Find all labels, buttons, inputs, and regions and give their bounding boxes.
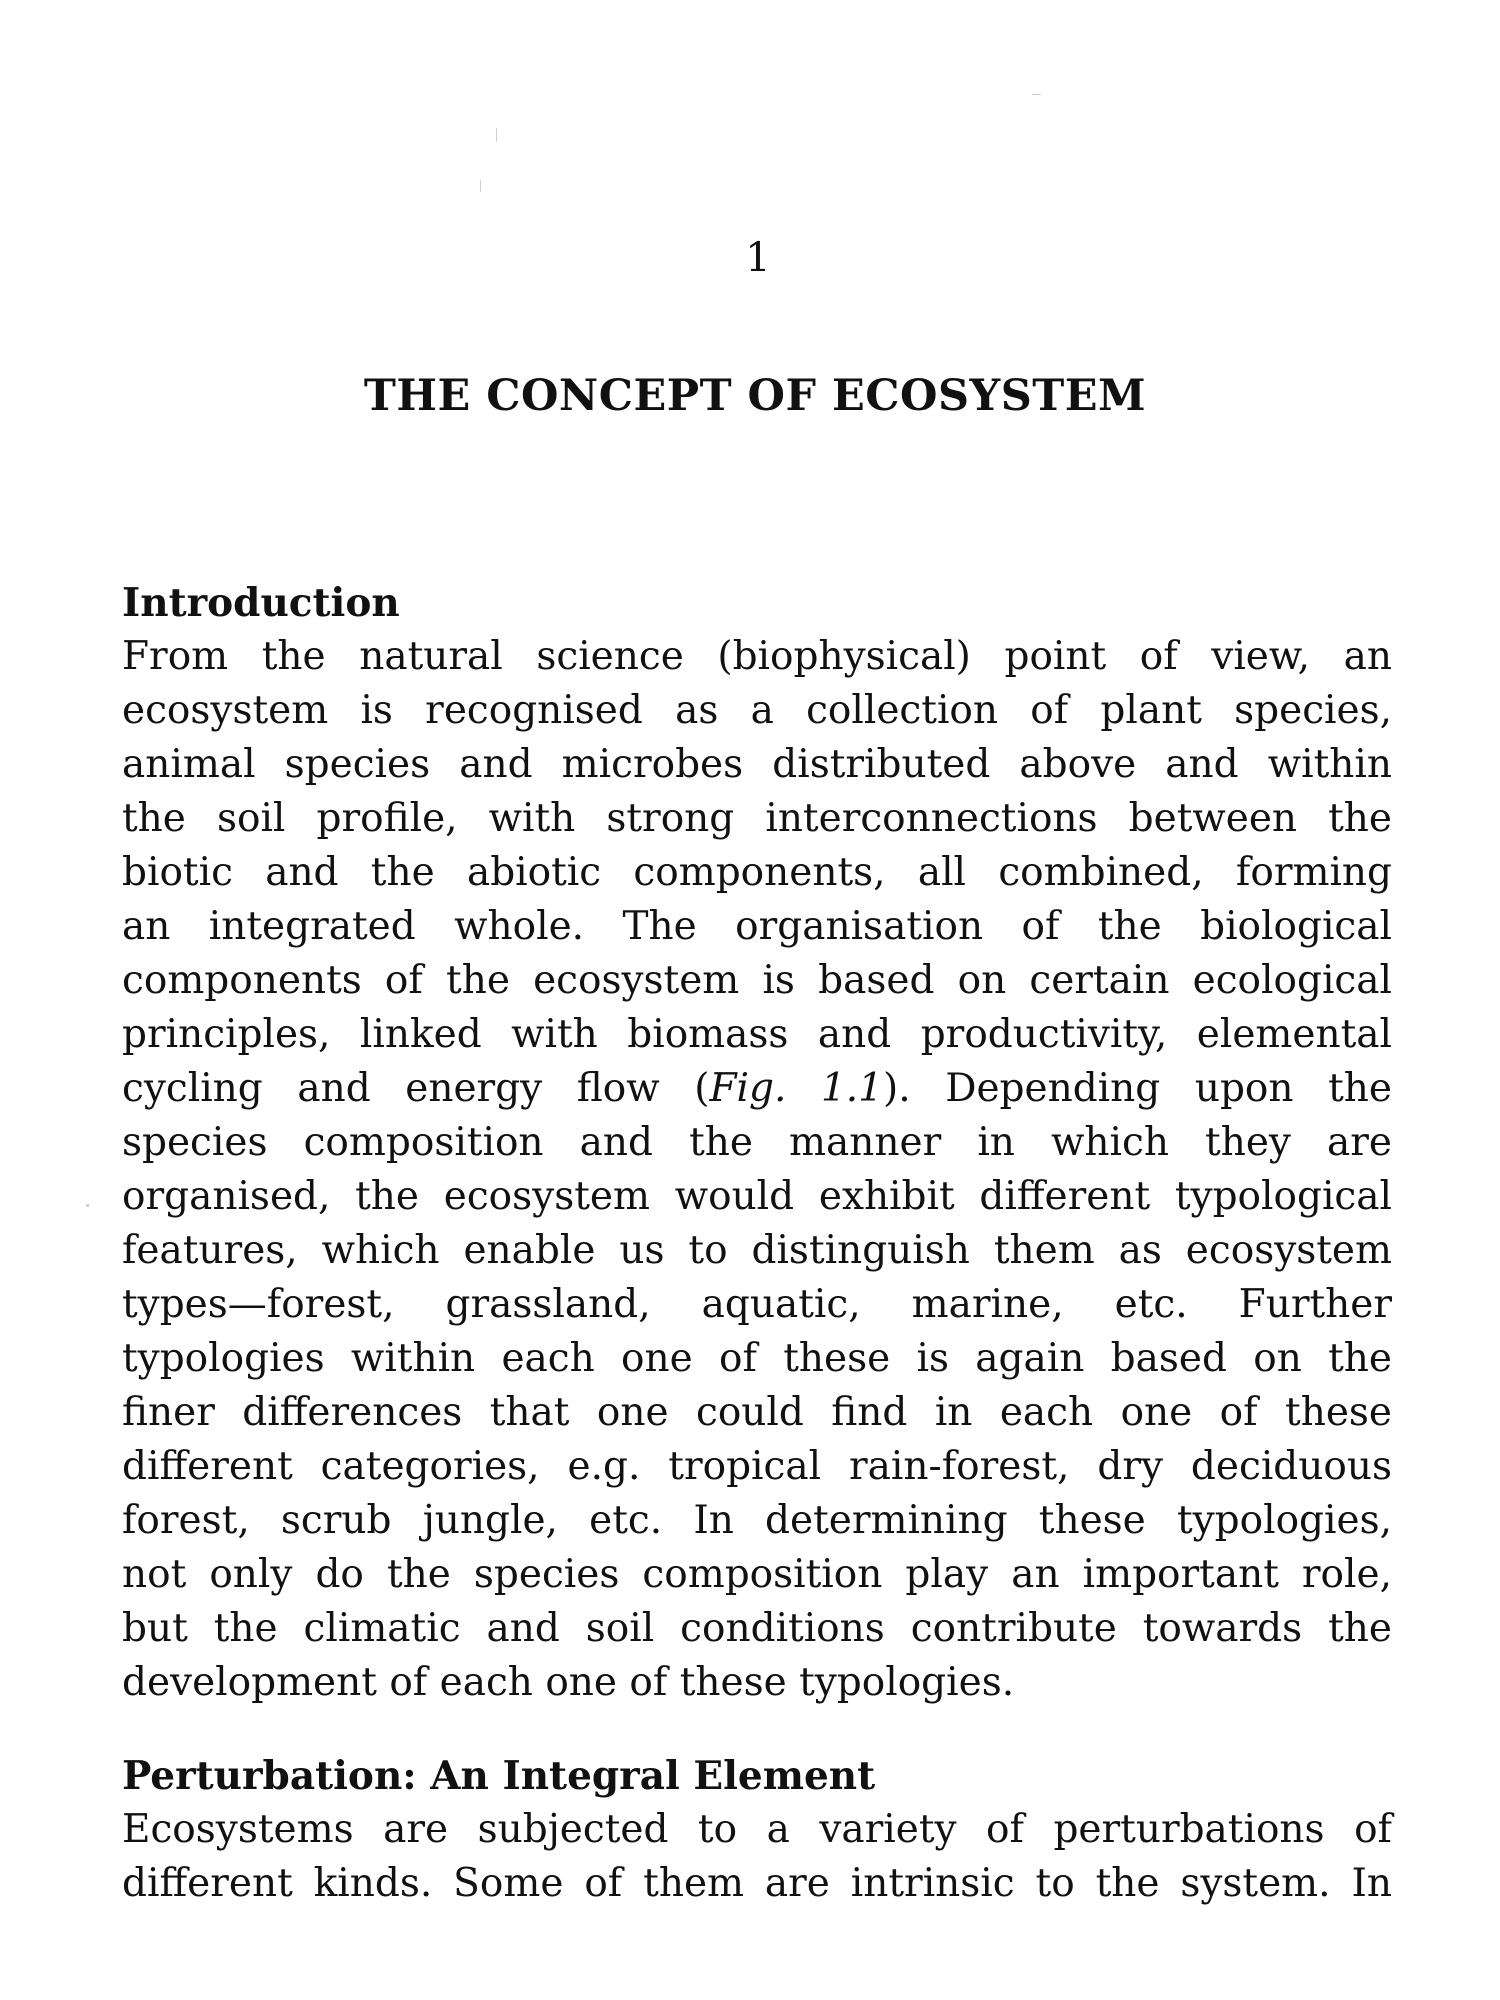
text-line: forest, scrub jungle, etc. In determining these typologies, (122, 1498, 1392, 1543)
text-line: finer differences that one could find in each one of these (122, 1390, 1392, 1435)
section-introduction (122, 576, 1392, 1710)
text-line: principles, linked with biomass and productivity, elemental (122, 1012, 1392, 1057)
scan-speck (496, 128, 497, 142)
text-line: typologies within each one of these is again based on the (122, 1336, 1392, 1381)
text-line: From the natural science (biophysical) point of view, an (122, 634, 1392, 679)
text-line: species composition and the manner in which they are (122, 1120, 1392, 1165)
text-line: Ecosystems are subjected to a variety of perturbations of (122, 1807, 1392, 1852)
text-line: different categories, e.g. tropical rain-forest, dry deciduous (122, 1444, 1392, 1489)
section-body (122, 1803, 1392, 1911)
section-heading: Introduction (122, 580, 400, 626)
text-line: but the climatic and soil conditions contribute towards the (122, 1606, 1392, 1651)
text-line: cycling and energy flow (Fig. 1.1). Depending upon the (122, 1066, 1392, 1111)
figure-reference: Fig. 1.1 (709, 1066, 883, 1111)
scan-speck (1032, 94, 1041, 95)
text-line: the soil profile, with strong interconnections between the (122, 796, 1392, 841)
section-body (122, 630, 1392, 1710)
text-line: features, which enable us to distinguish them as ecosystem (122, 1228, 1392, 1273)
text-line: ecosystem is recognised as a collection of plant species, (122, 688, 1392, 733)
text-line: components of the ecosystem is based on certain ecological (122, 958, 1392, 1003)
text-line: not only do the species composition play an important role, (122, 1552, 1392, 1597)
text-line: types—forest, grassland, aquatic, marine, etc. Further (122, 1282, 1392, 1327)
text-line: different kinds. Some of them are intrinsic to the system. In (122, 1861, 1392, 1906)
text-line: an integrated whole. The organisation of the biological (122, 904, 1392, 949)
scan-speck (480, 180, 481, 192)
text-line: organised, the ecosystem would exhibit different typological (122, 1174, 1392, 1219)
text-line: biotic and the abiotic components, all combined, forming (122, 850, 1392, 895)
section-perturbation (122, 1749, 1392, 1911)
section-heading: Perturbation: An Integral Element (122, 1753, 876, 1799)
text-line: development of each one of these typologies. (122, 1660, 1015, 1705)
scan-speck (86, 1204, 89, 1207)
chapter-number: 1 (745, 235, 771, 281)
text-line: animal species and microbes distributed above and within (122, 742, 1392, 787)
chapter-title: THE CONCEPT OF ECOSYSTEM (363, 371, 1147, 421)
